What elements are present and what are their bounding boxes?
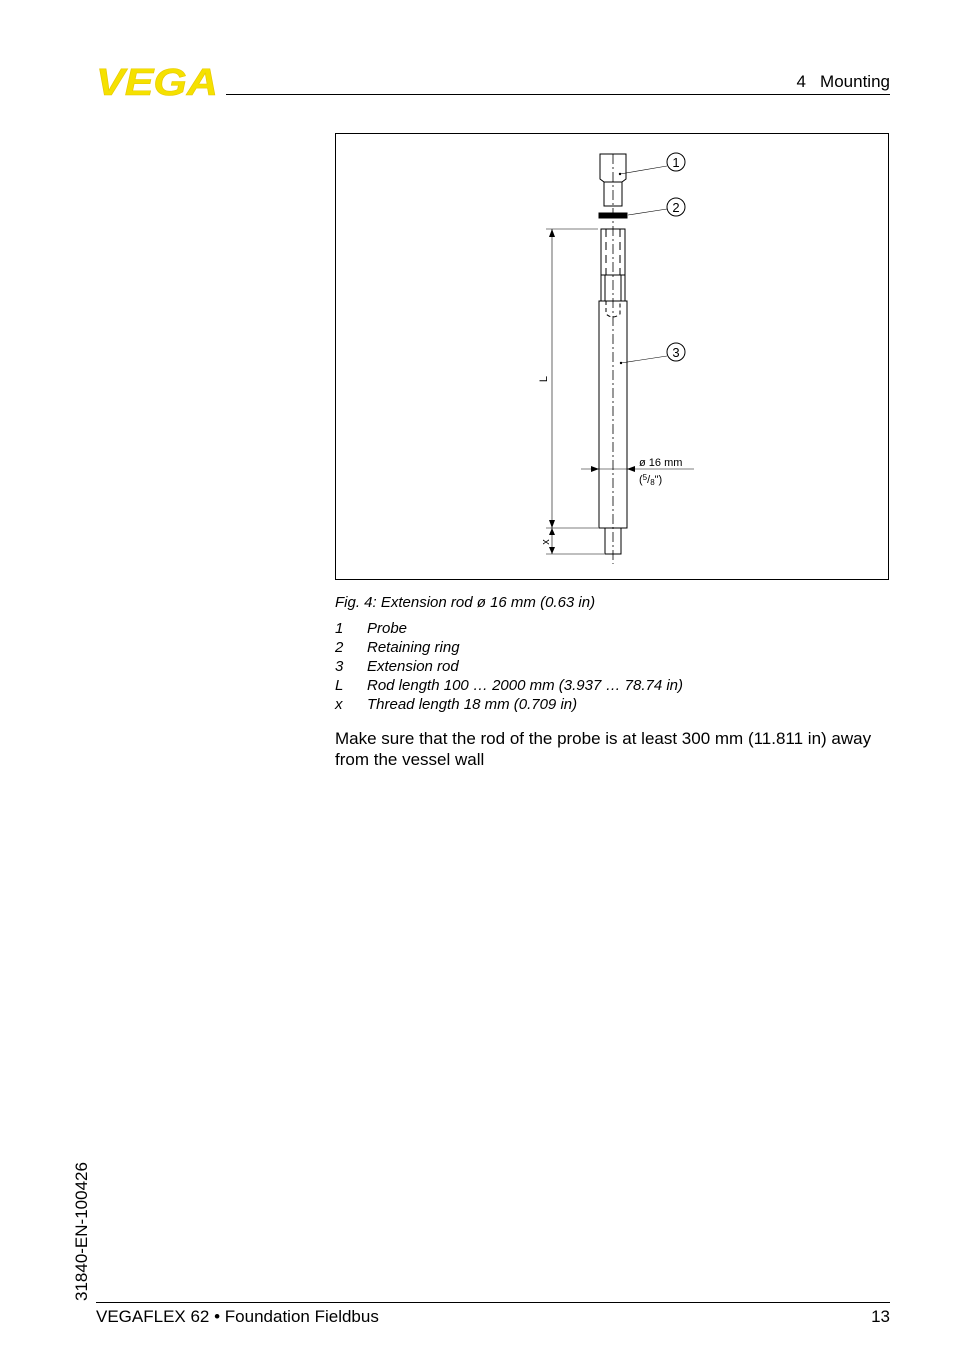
- vega-logo: [96, 64, 220, 98]
- figure-extension-rod: [335, 133, 889, 580]
- legend-text: Retaining ring: [367, 639, 460, 656]
- diameter-label: ø 16 mm: [639, 457, 683, 469]
- length-dim-label: L: [538, 375, 550, 383]
- legend-item: [335, 695, 683, 714]
- legend-key: x: [335, 696, 343, 713]
- footer-rule: [96, 1302, 890, 1303]
- section-title: 4 Mounting: [796, 72, 890, 91]
- legend-text: Thread length 18 mm (0.709 in): [367, 696, 578, 713]
- legend-key: L: [335, 677, 344, 694]
- thread-dim-label: x: [540, 539, 552, 545]
- figure-legend: [335, 619, 683, 714]
- legend-item: [335, 619, 683, 638]
- figure-caption: Fig. 4: Extension rod ø 16 mm (0.63 in): [335, 594, 596, 611]
- callout-2: [628, 198, 685, 216]
- legend-key: 2: [335, 639, 344, 656]
- header-rule: [226, 94, 890, 95]
- svg-text:3: 3: [672, 345, 680, 360]
- document-id: 31840-EN-100426: [72, 1162, 91, 1301]
- page-number: 13: [871, 1307, 890, 1326]
- thread-dimension: [546, 528, 604, 554]
- body-paragraph: Make sure that the rod of the probe is at least 300 mm (11.811 in) away from the vessel wall: [335, 729, 872, 769]
- legend-item: [335, 638, 683, 657]
- legend-item: [335, 676, 683, 695]
- length-dimension: [546, 229, 598, 528]
- diameter-fraction: ($^5$/8"): [639, 473, 663, 487]
- svg-text:2: 2: [672, 200, 680, 215]
- legend-text: Rod length 100 … 2000 mm (3.937 … 78.74 in): [367, 677, 684, 694]
- footer-product: VEGAFLEX 62 • Foundation Fieldbus: [96, 1307, 379, 1326]
- extension-rod-drawing: [336, 134, 890, 581]
- callout-3: [620, 343, 685, 364]
- retaining-ring-part: [599, 213, 627, 218]
- callout-1: [619, 153, 685, 175]
- legend-item: [335, 657, 683, 676]
- legend-key: 1: [335, 620, 344, 637]
- legend-key: 3: [335, 658, 344, 675]
- legend-text: Extension rod: [367, 658, 459, 675]
- vega-logo-wordmark: VEGA: [96, 64, 218, 98]
- svg-text:1: 1: [672, 155, 680, 170]
- legend-text: Probe: [367, 620, 408, 637]
